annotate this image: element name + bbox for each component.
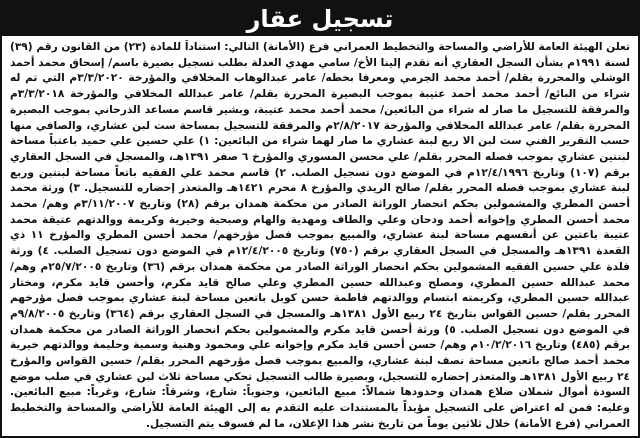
notice-title: تسجيل عقار (246, 5, 394, 33)
notice-title-bar (2, 2, 638, 36)
notice-body-text: تعلن الهيئة العامة للأراضي والمساحة والتخطيط العمراني فرع (الأمانة) التالي: استناداً للمادة (٢٣) من القانون رقم (٣٩) لسنة ١٩٩١م بشأن السجل العقاري أنه تقدم إلينا الأخ/ سامي مهدي العدلة بطلب تسجيل بصيرة باسم/ إسحاق محمد أحمد الوشلي والمحررة بقلم/ أحمد محمد الجرمي ومعرفا بخطه/ عامر عبدالوهاب المخلافي والمؤرخة ٣/٣/٢٠٢٠م التي تم له شراء من البائع/ أحمد محمد أحمد عتيبة بموجب البصيرة المحررة بقلم/ عامر عبدالله المخلافي والمؤرخة ٣/٣/٢٠١٨م والمرفقة للتسجيل ما صار له شراء من البائعين/ محمد أحمد محمد عتيبة، وبشير قاسم مساعد الذرحاني بموجب البصيرة المحررة بقلم/ عامر عبدالله المخلافي والمؤرخة ٢/٨/٢٠١٧م والمرفقة للتسجيل بمساحة ست لبن عشاري، والصافي منها حسب التقرير الفني ست لبن الا ربع لبنة عشاري ما صار لهما شراء من البائعين: ١) علي حسين علي حميد باعتباً مساحة لبنتين عشاري بموجب فصله المحرر بقلم/ علي محسن المسوري والمؤرخ ٦ صفر ١٣٩١هـ، والمسجل في السجل العقاري برقم (١٠٧) وتاريخ ١٢/٤/١٩٩٦م في الموضع دون تسجيل الصلب. ٢) قاسم محمد علي الفقيه باتعاً مساحة لبنتين وربع لبنة عشاري بموجب فصله المحرر بقلم/ صالح الريدي والمؤرخ ٨ محرم ١٤٢١هـ والمتعذر إحضاره للتسجيل. ٣) ورثة محمد أحسن المطري والمشمولين بحكم انحصار الوراثة الصادر من محكمة همدان برقم (٢٨) وتاريخ ٣/١١/٢٠٠٧م وهم/ محمد محمد أحسن المطري وإخوانه أحمد ودحان وعلي والطاف ومهدية والهام وصبحية وخيرية وكريمة ووالدتهم عتيقة محمد عتيبة باعتين عن أنفسهم مساحة لبنة عشاري، والمبيع بموجب فصل مؤرخهم/ محمد أحسن المطري والمؤرخ ١١ ذي القعدة ١٣٩١هـ والمسجل في السجل العقاري برقم (٧٥٠) وتاريخ ١٢/٤/٢٠٠٥م في الموضع دون تسجيل الصلب. ٤) ورثة فلدة علي حسين الفقيه المشمولين بحكم انحصار الوراثة الصادر من محكمة همدان برقم (٣٦) وتاريخ ٢٥/٧/٢٠٠٥م وهم/ محمد عبدالله حسين المطري، ومصلح وعبدالله حسين المطري وعلي صالح قايد مكرم، وأحسن قايد مكرم، ومختار عبدالله حسين المطري، وكريمته ابتسام ووالدتهم فاطمة حسن كوبل باتعين مساحة لبنة عشاري بموجب فصل مؤرخهم المحرر بقلم/ حسين القواس بتاريخ ٢٤ ربيع الأول ١٣٨١هـ والمسجل في السجل العقاري برقم (٣٦٤) وتاريخ ٩/٨/٢٠٠٥م في الموضع دون تسجيل الصلب. ٥) ورثة أحسن قايد مكرم والمشمولين بحكم انحصار الوراثة الصادر من محكمة همدان برقم (٤٨٥) وتاريخ ١٠/٢/٢٠١٦م وهم/ حسن أحسن قايد مكرم وإخوانه علي ومحمود وهنية وسمية وحليمة ووالدتهم خيرية محمد أحمد صالح باتعين مساحة نصف لبنة عشاري، والمبيع بموجب فصل مؤرخهم المحرر بقلم/ حسين القواس والمؤرخ ٢٤ ربيع الأول ١٣٨١هـ والمتعذر إحضاره للتسجيل، وبصيرة طالب التسجيل تحكي مساحة ثلاث لبن عشاري في صلب موضع السودة أموال شملان ضلاع همدان وحدودها شمالاً: مبيع البائعين، وجنوباً: شارع، وشرقاً: شارع، وغرباً: مبيع البائعين. وعليه: فمن له اعتراض على التسجيل مؤيداً بالمستندات عليه التقدم به إلى الهيئة العامة للأراضي والمساحة والتخطيط العمراني (فرع الأمانة) خلال ثلاثين يوماً من تاريخ نشر هذا الإعلان، ما لم فسوف يتم التسجيل. (10, 41, 630, 430)
